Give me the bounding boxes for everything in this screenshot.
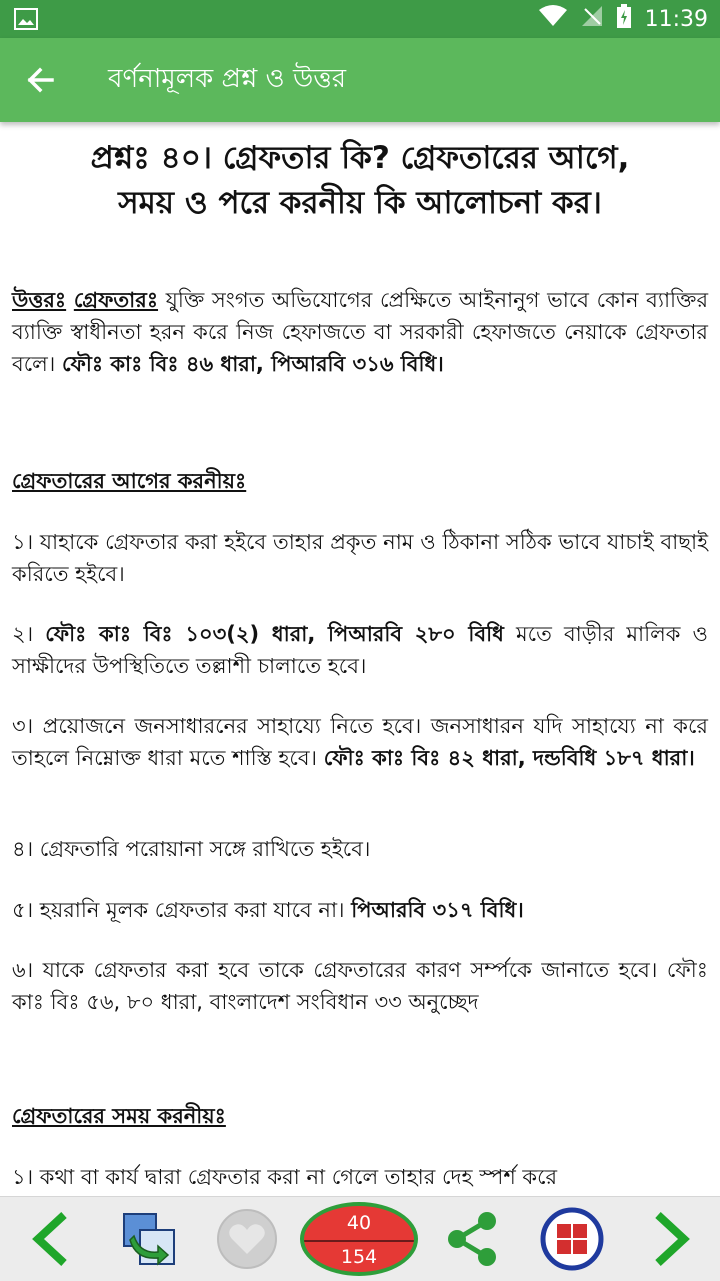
item-text: ৪। গ্রেফতারি পরোয়ানা সঙ্গে রাখিতে হইবে। xyxy=(12,837,371,861)
previous-button[interactable] xyxy=(18,1197,82,1281)
share-icon xyxy=(443,1209,503,1269)
item-text: ৫। হয়রানি মূলক গ্রেফতার করা যাবে না। xyxy=(12,898,352,922)
next-button[interactable] xyxy=(640,1197,704,1281)
arrow-left-icon xyxy=(22,60,62,100)
before-item-4 xyxy=(12,833,708,865)
answer-reference: ফৌঃ কাঃ বিঃ ৪৬ ধারা, পিআরবি ৩১৬ বিধি। xyxy=(61,352,444,376)
heart-icon xyxy=(216,1208,278,1270)
favorite-button[interactable] xyxy=(214,1197,280,1281)
gallery-notification-icon xyxy=(14,8,38,34)
answer-label: উত্তরঃ xyxy=(12,288,67,312)
answer-term: গ্রেফতারঃ xyxy=(73,288,159,312)
grid-icon xyxy=(540,1207,604,1271)
grid-menu-button[interactable] xyxy=(538,1197,606,1281)
chevron-right-icon xyxy=(650,1209,694,1269)
during-heading: গ্রেফতারের সময় করনীয়ঃ xyxy=(12,1104,226,1128)
question-line-1: প্রশ্নঃ ৪০। গ্রেফতার কি? গ্রেফতারের আগে, xyxy=(90,140,630,176)
total-question-count: 154 xyxy=(340,1246,378,1268)
page-title: বর্ণনামূলক প্রশ্ন ও উত্তর xyxy=(108,64,347,94)
before-item-5 xyxy=(12,894,708,926)
item-reference: ফৌঃ কাঃ বিঃ ৪২ ধারা, দন্ডবিধি ১৮৭ ধারা। xyxy=(323,746,695,770)
app-bar xyxy=(0,38,720,122)
question-title xyxy=(12,136,708,226)
content-area[interactable] xyxy=(0,122,720,1196)
status-bar xyxy=(0,0,720,38)
item-text: ২। xyxy=(12,622,46,646)
swap-icon xyxy=(120,1210,178,1268)
question-counter xyxy=(300,1202,418,1276)
current-question-number: 40 xyxy=(346,1212,372,1234)
before-item-3 xyxy=(12,710,708,774)
before-item-1 xyxy=(12,526,708,590)
bottom-toolbar xyxy=(0,1196,720,1281)
item-text: মতে বাড়ীর মালিক ও সাক্ষীদের উপস্থিতিতে তল্লাশী চালাতে হবে। xyxy=(12,622,708,678)
before-item-2 xyxy=(12,618,708,682)
chevron-left-icon xyxy=(28,1209,72,1269)
item-reference: ফৌঃ কাঃ বিঃ ১০৩(২) ধারা, পিআরবি ২৮০ বিধি xyxy=(45,622,504,646)
answer-text: যুক্তি সংগত অভিযোগের প্রেক্ষিতে আইনানুগ ভাবে কোন ব্যাক্তির ব্যাক্তি স্বাধীনতা হরন করে নিজ হেফাজতে বা সরকারী হেফাজতে নেয়াকে গ্রেফতার বলে। xyxy=(12,288,708,376)
item-text: ৩। প্রয়োজনে জনসাধারনের সাহায্যে নিতে হবে। জনসাধারন যদি সাহায্যে না করে তাহলে নিম্নোক্ত ধারা মতে শাস্তি হবে। xyxy=(12,714,708,770)
wifi-icon xyxy=(539,5,567,33)
switch-button[interactable] xyxy=(114,1197,184,1281)
item-reference: পিআরবি ৩১৭ বিধি। xyxy=(351,898,524,922)
item-text: ১। যাহাকে গ্রেফতার করা হইবে তাহার প্রকৃত নাম ও ঠিকানা সঠিক ভাবে যাচাই বাছাই করিতে হইবে। xyxy=(12,530,708,586)
item-text: ৬। যাকে গ্রেফতার করা হবে তাকে গ্রেফতারের কারণ সর্ম্পকে জানাতে হবে। ফৌঃ কাঃ বিঃ ৫৬, ৮০ ধারা, বাংলাদেশ সংবিধান ৩৩ অনুচ্ছেদ xyxy=(12,958,708,1014)
battery-charging-icon xyxy=(617,4,631,34)
counter-divider xyxy=(304,1240,414,1242)
answer-paragraph xyxy=(12,284,708,380)
question-line-2: সময় ও পরে করনীয় কি আলোচনা কর। xyxy=(118,185,602,221)
back-button[interactable] xyxy=(22,60,62,100)
before-item-6 xyxy=(12,954,708,1018)
no-signal-icon xyxy=(581,5,603,33)
during-item-1 xyxy=(12,1161,708,1193)
clock: 11:39 xyxy=(644,6,708,32)
before-heading: গ্রেফতারের আগের করনীয়ঃ xyxy=(12,469,247,493)
item-text: ১। কথা বা কার্য দ্বারা গ্রেফতার করা না গেলে তাহার দেহ স্পর্শ করে xyxy=(12,1165,558,1189)
share-button[interactable] xyxy=(440,1197,506,1281)
